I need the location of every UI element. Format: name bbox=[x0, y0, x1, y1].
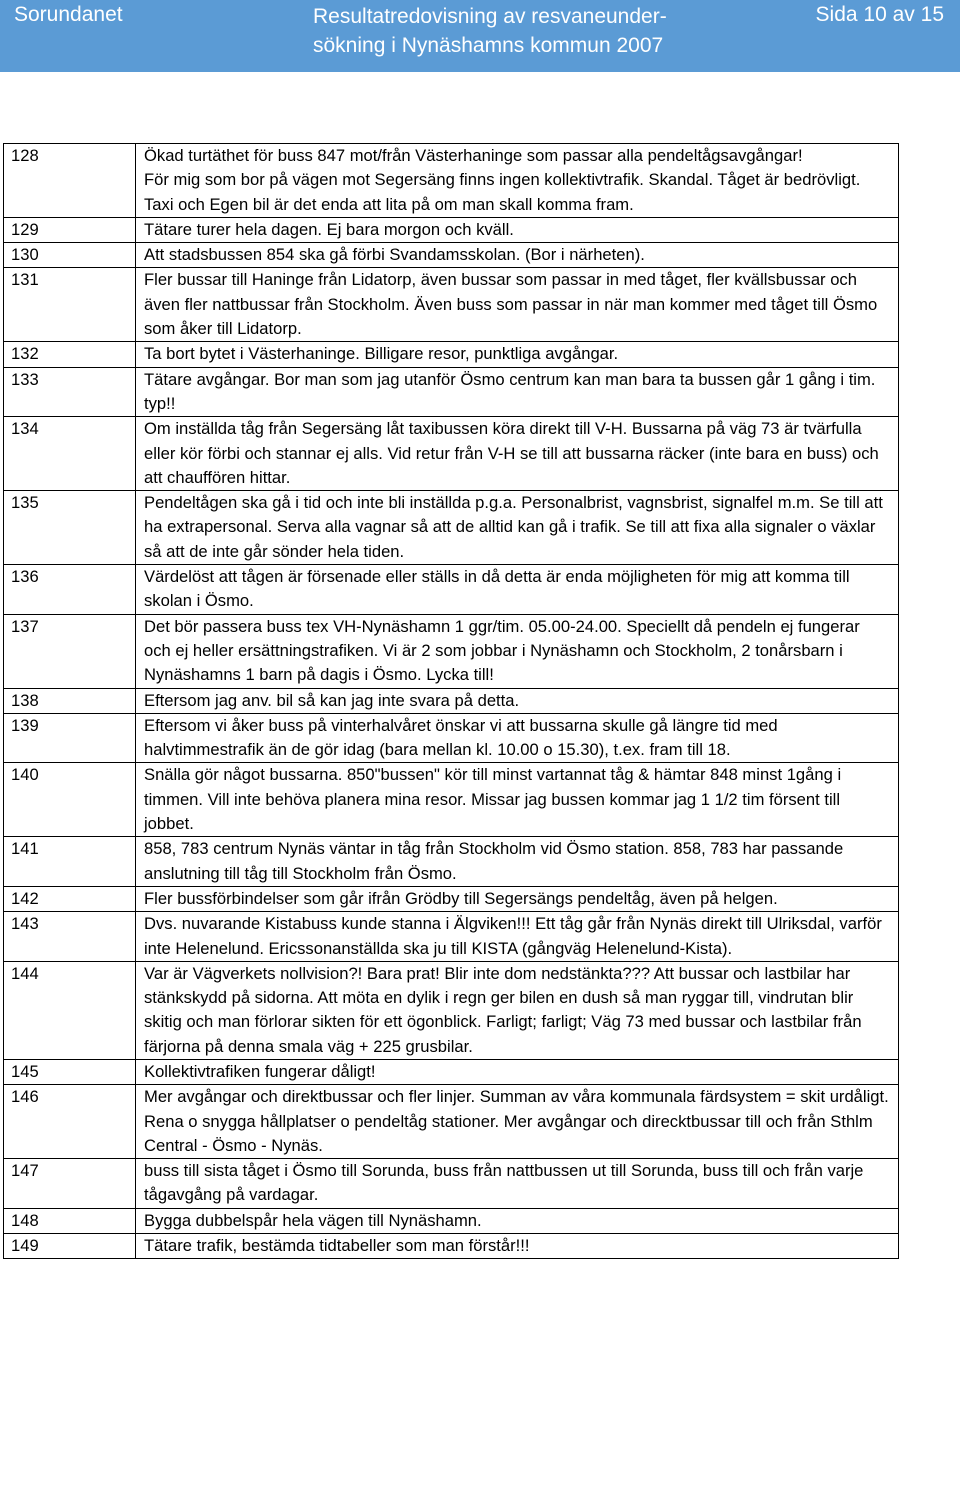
row-number: 129 bbox=[4, 217, 136, 242]
table-row bbox=[4, 886, 899, 911]
row-response-text: Eftersom vi åker buss på vinterhalvåret önskar vi att bussarna skulle gå längre tid med halvtimmestrafik än de gör idag (bara mellan kl. 10.00 o 15.30), t.ex. fram till 18. bbox=[136, 713, 899, 763]
table-row bbox=[4, 144, 899, 218]
page-prefix: Sida bbox=[815, 3, 864, 26]
row-response-text: 858, 783 centrum Nynäs väntar in tåg från Stockholm vid Ösmo station. 858, 783 har passande anslutning till tåg till Stockholm från Ösmo. bbox=[136, 837, 899, 887]
table-row bbox=[4, 491, 899, 565]
responses-table-body bbox=[4, 144, 899, 1259]
table-row bbox=[4, 763, 899, 837]
row-number: 131 bbox=[4, 268, 136, 342]
site-name: Sorundanet bbox=[14, 3, 123, 26]
table-row bbox=[4, 688, 899, 713]
row-number: 136 bbox=[4, 565, 136, 615]
row-number: 133 bbox=[4, 367, 136, 417]
row-response-text: Tätare turer hela dagen. Ej bara morgon och kväll. bbox=[136, 217, 899, 242]
row-response-text: buss till sista tåget i Ösmo till Sorunda, buss från nattbussen ut till Sorunda, buss till och från varje tågavgång på vardagar. bbox=[136, 1159, 899, 1209]
row-number: 144 bbox=[4, 961, 136, 1059]
page-mid: av bbox=[886, 3, 921, 26]
row-number: 135 bbox=[4, 491, 136, 565]
row-number: 142 bbox=[4, 886, 136, 911]
table-row bbox=[4, 217, 899, 242]
page-total: 15 bbox=[920, 3, 944, 26]
table-row bbox=[4, 713, 899, 763]
row-response-text: Ta bort bytet i Västerhaninge. Billigare resor, punktliga avgångar. bbox=[136, 342, 899, 367]
row-response-text: Var är Vägverkets nollvision?! Bara prat! Blir inte dom nedstänkta??? Att bussar och lastbilar har stänkskydd på sidorna. Att möta en dylik i regn ger bilen en dush så man ryggar till, vindrutan blir skitig och man förlorar sikten för ett ögonblick. Farligt; farligt; Väg 73 med bussar och lastbilar från färjorna på denna smala väg + 225 grusbilar. bbox=[136, 961, 899, 1059]
row-response-text: Det bör passera buss tex VH-Nynäshamn 1 ggr/tim. 05.00-24.00. Speciellt då pendeln ej fungerar och ej heller ersättningstrafiken. Vi är 2 som jobbar i Nynäshamn och Stockholm, 2 tonårsbarn i Nynäshamns 1 barn på dagis i Ösmo. Lycka till! bbox=[136, 614, 899, 688]
row-number: 145 bbox=[4, 1059, 136, 1084]
row-number: 134 bbox=[4, 417, 136, 491]
row-response-text: Dvs. nuvarande Kistabuss kunde stanna i Älgviken!!! Ett tåg går från Nynäs direkt till Ulriksdal, varför inte Helenelund. Ericssonanställda ska ju till KISTA (gångväg Helenelund-Kista). bbox=[136, 912, 899, 962]
document-title: Resultatredovisning av resvaneunder-sökning i Nynäshamns kommun 2007 bbox=[313, 5, 667, 57]
row-response-text: Om inställda tåg från Segersäng låt taxibussen köra direkt till V-H. Bussarna på väg 73 är tvärfulla eller kör förbi och stannar ej alls. Vid retur från V-H se till att bussarna räcker (inte bara en buss) och att chauffören hittar. bbox=[136, 417, 899, 491]
table-row bbox=[4, 837, 899, 887]
table-row bbox=[4, 1085, 899, 1159]
row-number: 143 bbox=[4, 912, 136, 962]
row-response-text: Kollektivtrafiken fungerar dåligt! bbox=[136, 1059, 899, 1084]
page-current: 10 bbox=[863, 3, 887, 26]
row-number: 148 bbox=[4, 1208, 136, 1233]
table-row bbox=[4, 243, 899, 268]
row-response-text: Bygga dubbelspår hela vägen till Nynäshamn. bbox=[136, 1208, 899, 1233]
row-number: 147 bbox=[4, 1159, 136, 1209]
table-row bbox=[4, 614, 899, 688]
table-row bbox=[4, 912, 899, 962]
row-number: 149 bbox=[4, 1234, 136, 1259]
row-response-text: Ökad turtäthet för buss 847 mot/från Västerhaninge som passar alla pendeltågsavgångar! För mig som bor på vägen mot Segersäng finns ingen kollektivtrafik. Skandal. Tåget är bedrövligt. Taxi och Egen bil är det enda att lita på om man skall komma fram. bbox=[136, 144, 899, 218]
row-number: 130 bbox=[4, 243, 136, 268]
row-response-text: Fler bussförbindelser som går ifrån Grödby till Segersängs pendeltåg, även på helgen. bbox=[136, 886, 899, 911]
table-row bbox=[4, 268, 899, 342]
row-number: 137 bbox=[4, 614, 136, 688]
table-row bbox=[4, 1159, 899, 1209]
table-row bbox=[4, 1059, 899, 1084]
table-row bbox=[4, 342, 899, 367]
page-header bbox=[0, 0, 960, 72]
table-row bbox=[4, 1208, 899, 1233]
row-response-text: Mer avgångar och direktbussar och fler linjer. Summan av våra kommunala färdsystem = skit urdåligt. Rena o snygga hållplatser o pendeltåg stationer. Mer avgångar och direcktbussar till och från Sthlm Central - Ösmo - Nynäs. bbox=[136, 1085, 899, 1159]
row-number: 140 bbox=[4, 763, 136, 837]
row-response-text: Snälla gör något bussarna. 850"bussen" kör till minst vartannat tåg & hämtar 848 minst 1gång i timmen. Vill inte behöva planera mina resor. Missar jag bussen kommar jag 1 1/2 tim försent till jobbet. bbox=[136, 763, 899, 837]
page-indicator bbox=[816, 2, 944, 28]
table-row bbox=[4, 417, 899, 491]
table-row bbox=[4, 367, 899, 417]
row-number: 139 bbox=[4, 713, 136, 763]
row-number: 128 bbox=[4, 144, 136, 218]
row-response-text: Tätare avgångar. Bor man som jag utanför Ösmo centrum kan man bara ta bussen går 1 gång i tim. typ!! bbox=[136, 367, 899, 417]
row-response-text: Eftersom jag anv. bil så kan jag inte svara på detta. bbox=[136, 688, 899, 713]
table-row bbox=[4, 565, 899, 615]
row-number: 146 bbox=[4, 1085, 136, 1159]
row-number: 132 bbox=[4, 342, 136, 367]
row-response-text: Tätare trafik, bestämda tidtabeller som man förstår!!! bbox=[136, 1234, 899, 1259]
table-row bbox=[4, 1234, 899, 1259]
row-response-text: Att stadsbussen 854 ska gå förbi Svandamsskolan. (Bor i närheten). bbox=[136, 243, 899, 268]
responses-table bbox=[3, 143, 899, 1259]
row-number: 138 bbox=[4, 688, 136, 713]
row-response-text: Värdelöst att tågen är försenade eller ställs in då detta är enda möjligheten för mig att komma till skolan i Ösmo. bbox=[136, 565, 899, 615]
row-number: 141 bbox=[4, 837, 136, 887]
row-response-text: Pendeltågen ska gå i tid och inte bli inställda p.g.a. Personalbrist, vagnsbrist, signalfel m.m. Se till att ha extrapersonal. Serva alla vagnar så att de alltid kan gå i trafik. Se till att fixa alla signaler o växlar så att de inte går sönder hela tiden. bbox=[136, 491, 899, 565]
table-row bbox=[4, 961, 899, 1059]
row-response-text: Fler bussar till Haninge från Lidatorp, även bussar som passar in med tåget, fler kvällsbussar och även fler nattbussar från Stockholm. Även buss som passar in när man kommer med tåget till Ösmo som åker till Lidatorp. bbox=[136, 268, 899, 342]
